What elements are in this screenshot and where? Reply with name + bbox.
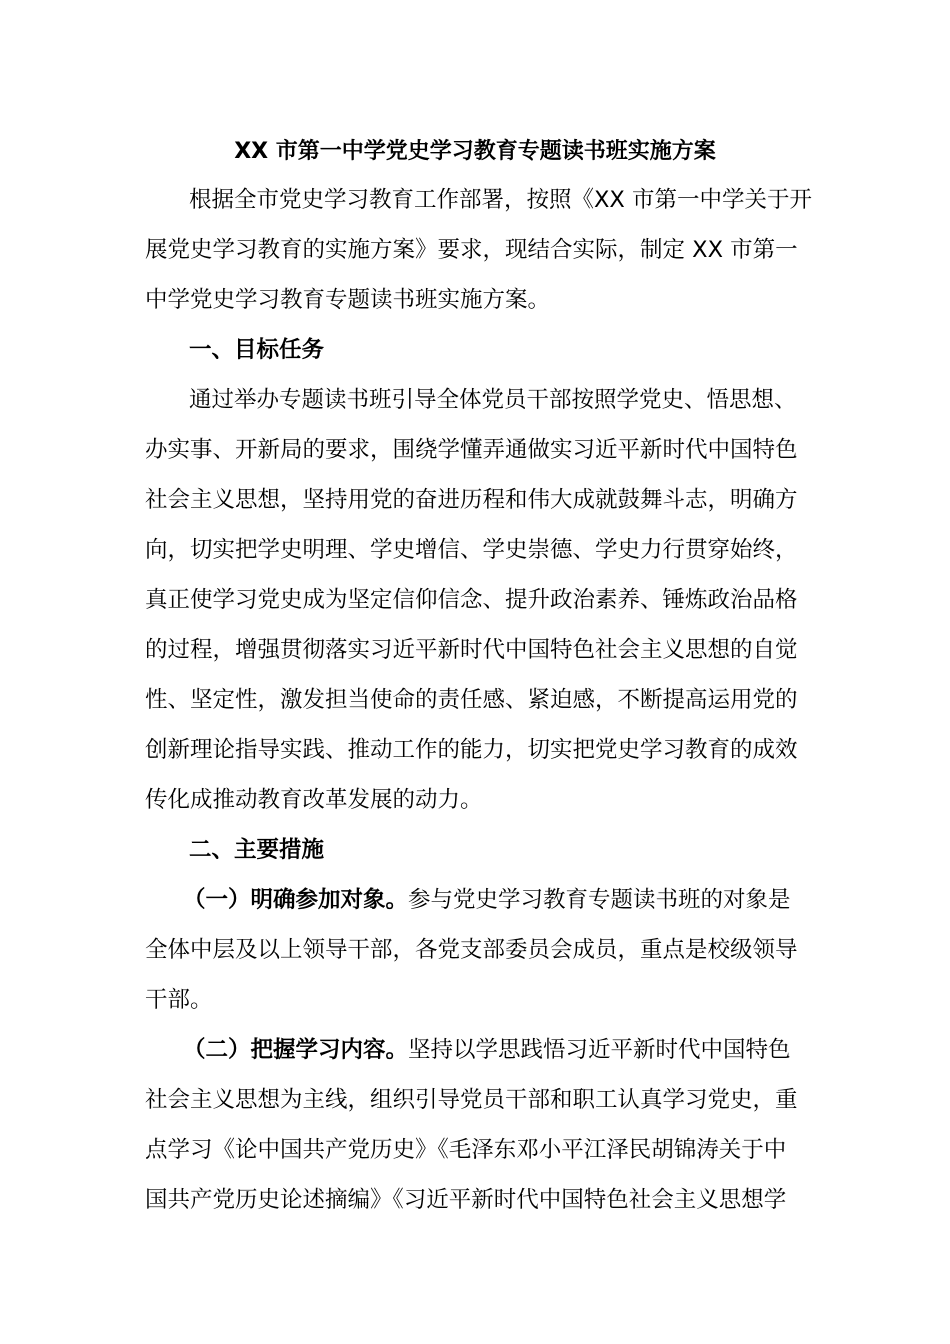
item2-line-3: 点学习《论中国共产党历史》《毛泽东邓小平江泽民胡锦涛关于中 xyxy=(145,1137,787,1163)
item2-lead: （二）把握学习内容。 xyxy=(183,1037,409,1063)
section1-line-7: 性、坚定性，激发担当使命的责任感、紧迫感，不断提高运用党的 xyxy=(145,687,798,713)
section1-heading: 一、目标任务 xyxy=(189,337,325,363)
section1-line-8: 创新理论指导实践、推动工作的能力，切实把党史学习教育的成效 xyxy=(145,737,798,763)
section1-line-2: 办实事、开新局的要求，围绕学懂弄通做实习近平新时代中国特色 xyxy=(145,437,798,463)
item2-line-2: 社会主义思想为主线，组织引导党员干部和职工认真学习党史，重 xyxy=(145,1087,798,1113)
section1-line-9: 传化成推动教育改革发展的动力。 xyxy=(145,787,483,813)
intro-line-2: 展党史学习教育的实施方案》要求，现结合实际，制定 XX 市第一 xyxy=(145,237,798,263)
item1-first-line xyxy=(183,885,791,915)
item1-lead: （一）明确参加对象。 xyxy=(183,887,409,913)
item1-first-rest: 参与党史学习教育专题读书班的对象是 xyxy=(408,887,791,913)
intro-line-1: 根据全市党史学习教育工作部署，按照《XX 市第一中学关于开 xyxy=(189,187,812,213)
section1-line-6: 的过程，增强贯彻落实习近平新时代中国特色社会主义思想的自觉 xyxy=(145,637,798,663)
item1-line-2: 全体中层及以上领导干部，各党支部委员会成员，重点是校级领导 xyxy=(145,937,798,963)
section1-line-5: 真正使学习党史成为坚定信仰信念、提升政治素养、锤炼政治品格 xyxy=(145,587,798,613)
section1-line-3: 社会主义思想，坚持用党的奋进历程和伟大成就鼓舞斗志，明确方 xyxy=(145,487,798,513)
document-title: XX 市第一中学党史学习教育专题读书班实施方案 xyxy=(234,139,716,164)
intro-line-3: 中学党史学习教育专题读书班实施方案。 xyxy=(145,287,551,313)
item2-first-rest: 坚持以学思践悟习近平新时代中国特色 xyxy=(408,1037,791,1063)
item2-line-4: 国共产党历史论述摘编》《习近平新时代中国特色社会主义思想学 xyxy=(145,1187,787,1213)
item2-first-line xyxy=(183,1035,791,1065)
section2-heading: 二、主要措施 xyxy=(189,837,325,863)
section1-line-1: 通过举办专题读书班引导全体党员干部按照学党史、悟思想、 xyxy=(189,387,797,413)
section1-line-4: 向，切实把学史明理、学史增信、学史崇德、学史力行贯穿始终， xyxy=(145,537,798,563)
item1-line-3: 干部。 xyxy=(145,987,213,1013)
